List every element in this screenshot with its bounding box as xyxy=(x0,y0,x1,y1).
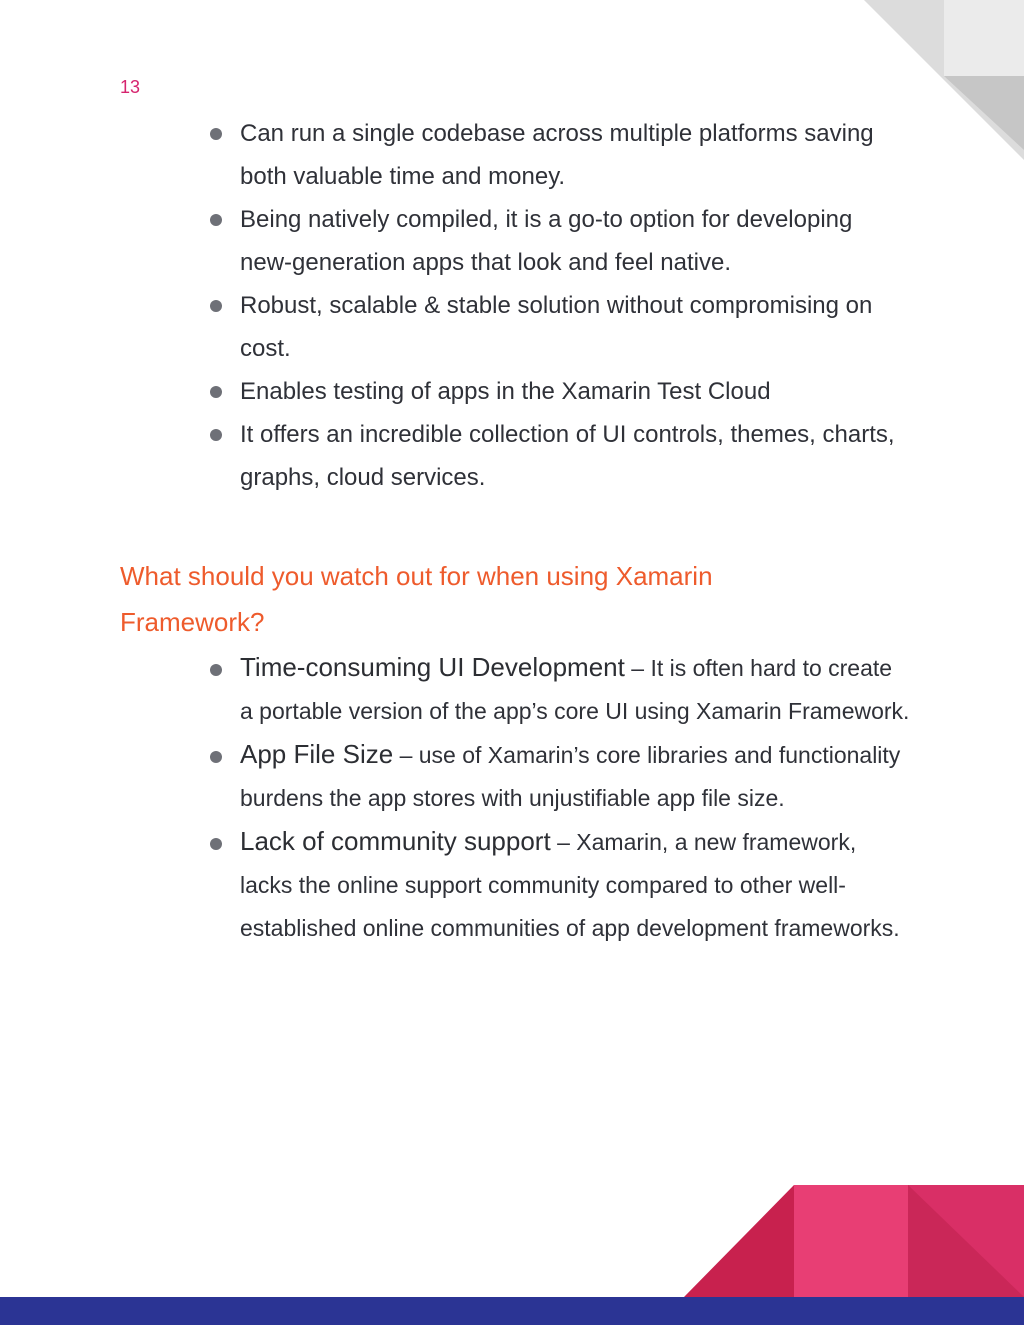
list-item-text: Being natively compiled, it is a go-to option for developing new-generation apps that look and feel native. xyxy=(240,206,853,276)
list-item xyxy=(210,413,910,499)
list-item xyxy=(210,370,910,413)
corner-decoration-bottom xyxy=(684,1185,1024,1297)
item-description: use of Xamarin’s core libraries and functionality burdens the app stores with unjustifiable app file size. xyxy=(240,742,901,811)
list-item xyxy=(210,112,910,198)
list-item xyxy=(210,646,910,733)
list-item-text: It offers an incredible collection of UI controls, themes, charts, graphs, cloud services. xyxy=(240,421,895,491)
item-separator: – xyxy=(550,829,577,855)
list-item xyxy=(210,284,910,370)
item-term: Lack of community support xyxy=(240,826,551,856)
list-item-text: Robust, scalable & stable solution without compromising on cost. xyxy=(240,292,873,362)
item-term: Time-consuming UI Development xyxy=(240,652,625,682)
list-item xyxy=(210,198,910,284)
bullet-icon xyxy=(210,429,222,441)
bullet-icon xyxy=(210,386,222,398)
footer-bar xyxy=(0,1297,1024,1325)
bullet-icon xyxy=(210,838,222,850)
bullet-icon xyxy=(210,300,222,312)
bullet-icon xyxy=(210,751,222,763)
bullet-icon xyxy=(210,128,222,140)
item-description: Xamarin, a new framework, lacks the online support community compared to other well-established online communities of app development frameworks. xyxy=(240,829,900,941)
watchout-list xyxy=(210,646,910,950)
item-description: It is often hard to create a portable version of the app’s core UI using Xamarin Framework. xyxy=(240,655,910,724)
page-number: 13 xyxy=(120,77,141,97)
item-term: App File Size xyxy=(240,739,394,769)
list-item xyxy=(210,820,910,950)
section-heading: What should you watch out for when using Xamarin Framework? xyxy=(120,561,713,637)
list-item-text: Enables testing of apps in the Xamarin Test Cloud xyxy=(240,378,771,405)
bullet-icon xyxy=(210,664,222,676)
item-separator: – xyxy=(624,655,651,681)
bullet-icon xyxy=(210,214,222,226)
list-item xyxy=(210,733,910,820)
list-item-text: Can run a single codebase across multiple platforms saving both valuable time and money. xyxy=(240,120,874,190)
item-separator: – xyxy=(393,742,419,768)
benefits-list xyxy=(210,112,910,499)
